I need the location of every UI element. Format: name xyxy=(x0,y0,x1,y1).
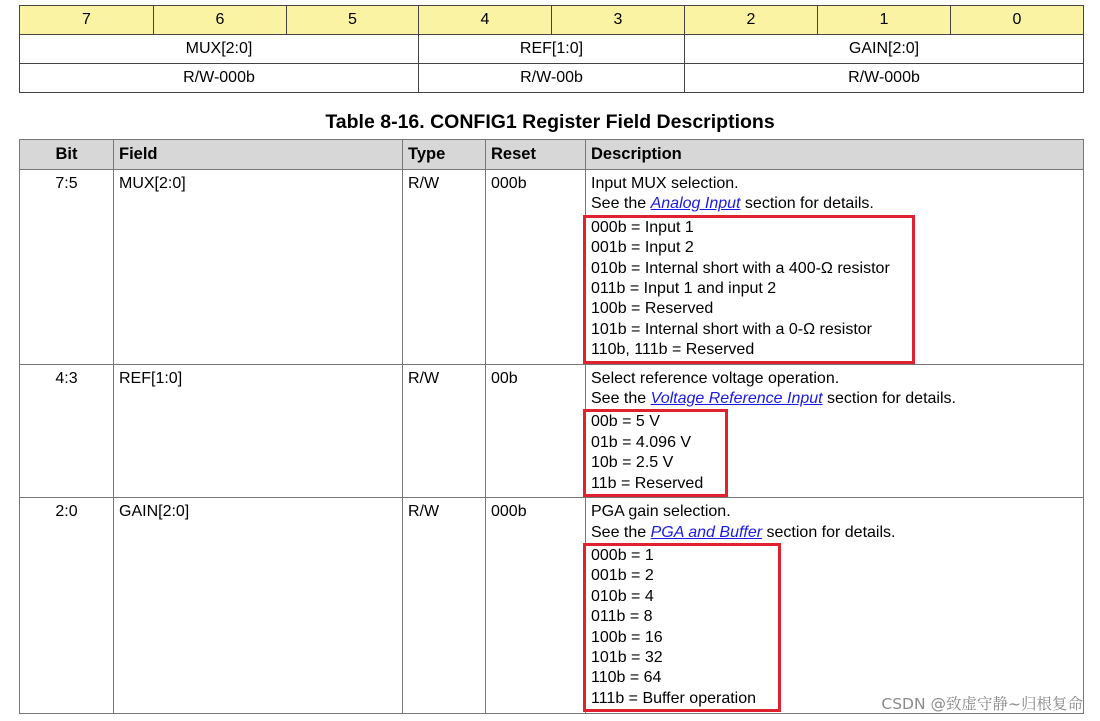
header-bit: Bit xyxy=(20,140,114,170)
field-description-table xyxy=(19,139,1084,714)
field-gain: GAIN[2:0] xyxy=(685,35,1084,64)
option-value: 010b = 4 xyxy=(591,587,654,605)
bit-number: 6 xyxy=(154,6,287,35)
option-value: 111b = Buffer operation xyxy=(591,689,757,707)
option-value: 11b = Reserved xyxy=(591,474,704,492)
bit-cell: 4:3 xyxy=(20,364,114,497)
reset-cell: 000b xyxy=(486,498,586,714)
see-prefix: See the xyxy=(591,523,651,541)
table-row xyxy=(20,170,1084,365)
link-analog-input[interactable]: Analog Input xyxy=(650,195,741,213)
header-type: Type xyxy=(403,140,486,170)
description-cell xyxy=(586,170,1084,365)
field-ref: REF[1:0] xyxy=(419,35,685,64)
bit-number: 5 xyxy=(287,6,419,35)
link-pga-and-buffer[interactable]: PGA and Buffer xyxy=(650,523,763,541)
option-value: 100b = 16 xyxy=(591,628,663,646)
bit-number: 0 xyxy=(951,6,1084,35)
see-section-line xyxy=(591,389,1078,409)
see-suffix: section for details. xyxy=(740,195,874,213)
see-suffix: section for details. xyxy=(822,390,956,408)
header-field: Field xyxy=(114,140,403,170)
option-value: 011b = Input 1 and input 2 xyxy=(591,280,777,298)
field-cell: MUX[2:0] xyxy=(114,170,403,365)
see-section-line xyxy=(591,523,1078,543)
option-value: 00b = 5 V xyxy=(591,413,660,431)
bit-number: 3 xyxy=(552,6,685,35)
option-value: 000b = Input 1 xyxy=(591,218,694,236)
option-value: 10b = 2.5 V xyxy=(591,454,674,472)
header-reset: Reset xyxy=(486,140,586,170)
option-value: 011b = 8 xyxy=(591,608,653,626)
highlight-box xyxy=(583,543,781,712)
reset-cell: 00b xyxy=(486,364,586,497)
bit-number-row xyxy=(20,6,1084,35)
field-cell: REF[1:0] xyxy=(114,364,403,497)
link-voltage-reference-input[interactable]: Voltage Reference Input xyxy=(650,390,823,408)
see-suffix: section for details. xyxy=(762,523,896,541)
description-summary: Input MUX selection. xyxy=(591,175,739,192)
bit-number: 4 xyxy=(419,6,552,35)
reset-ref: R/W-00b xyxy=(419,64,685,93)
option-value: 110b = 64 xyxy=(591,669,662,687)
table-title: Table 8-16. CONFIG1 Register Field Descriptions xyxy=(325,111,775,133)
bit-cell: 7:5 xyxy=(20,170,114,365)
see-prefix: See the xyxy=(591,390,651,408)
highlight-box xyxy=(583,409,728,497)
option-value: 001b = 2 xyxy=(591,567,654,585)
highlight-box xyxy=(583,215,915,364)
table-row xyxy=(20,364,1084,497)
type-cell: R/W xyxy=(403,364,486,497)
bit-number: 1 xyxy=(818,6,951,35)
description-cell xyxy=(586,498,1084,714)
see-section-line xyxy=(591,194,1078,214)
type-cell: R/W xyxy=(403,498,486,714)
option-value: 01b = 4.096 V xyxy=(591,433,692,451)
bit-cell: 2:0 xyxy=(20,498,114,714)
watermark: CSDN @致虚守静~归根复命 xyxy=(881,695,1083,713)
field-cell: GAIN[2:0] xyxy=(114,498,403,714)
type-cell: R/W xyxy=(403,170,486,365)
reset-cell: 000b xyxy=(486,170,586,365)
header-description: Description xyxy=(586,140,1084,170)
option-value: 100b = Reserved xyxy=(591,300,714,318)
option-value: 001b = Input 2 xyxy=(591,239,694,257)
description-summary: Select reference voltage operation. xyxy=(591,369,840,387)
bit-number: 2 xyxy=(685,6,818,35)
table-header-row xyxy=(20,140,1084,170)
field-name-row xyxy=(20,35,1084,64)
option-value: 101b = 32 xyxy=(591,648,663,666)
option-value: 000b = 1 xyxy=(591,546,654,564)
table-row xyxy=(20,498,1084,714)
option-value: 110b, 111b = Reserved xyxy=(591,341,755,359)
description-summary: PGA gain selection. xyxy=(591,503,731,521)
option-value: 101b = Internal short with a 0-Ω resistor xyxy=(591,320,872,338)
description-cell xyxy=(586,364,1084,497)
field-reset-row xyxy=(20,64,1084,93)
option-value: 010b = Internal short with a 400-Ω resistor xyxy=(591,259,890,277)
register-bit-map xyxy=(19,5,1084,93)
bit-number: 7 xyxy=(20,6,154,35)
see-prefix: See the xyxy=(591,195,651,213)
reset-gain: R/W-000b xyxy=(685,64,1084,93)
field-mux: MUX[2:0] xyxy=(20,35,419,64)
reset-mux: R/W-000b xyxy=(20,64,419,93)
